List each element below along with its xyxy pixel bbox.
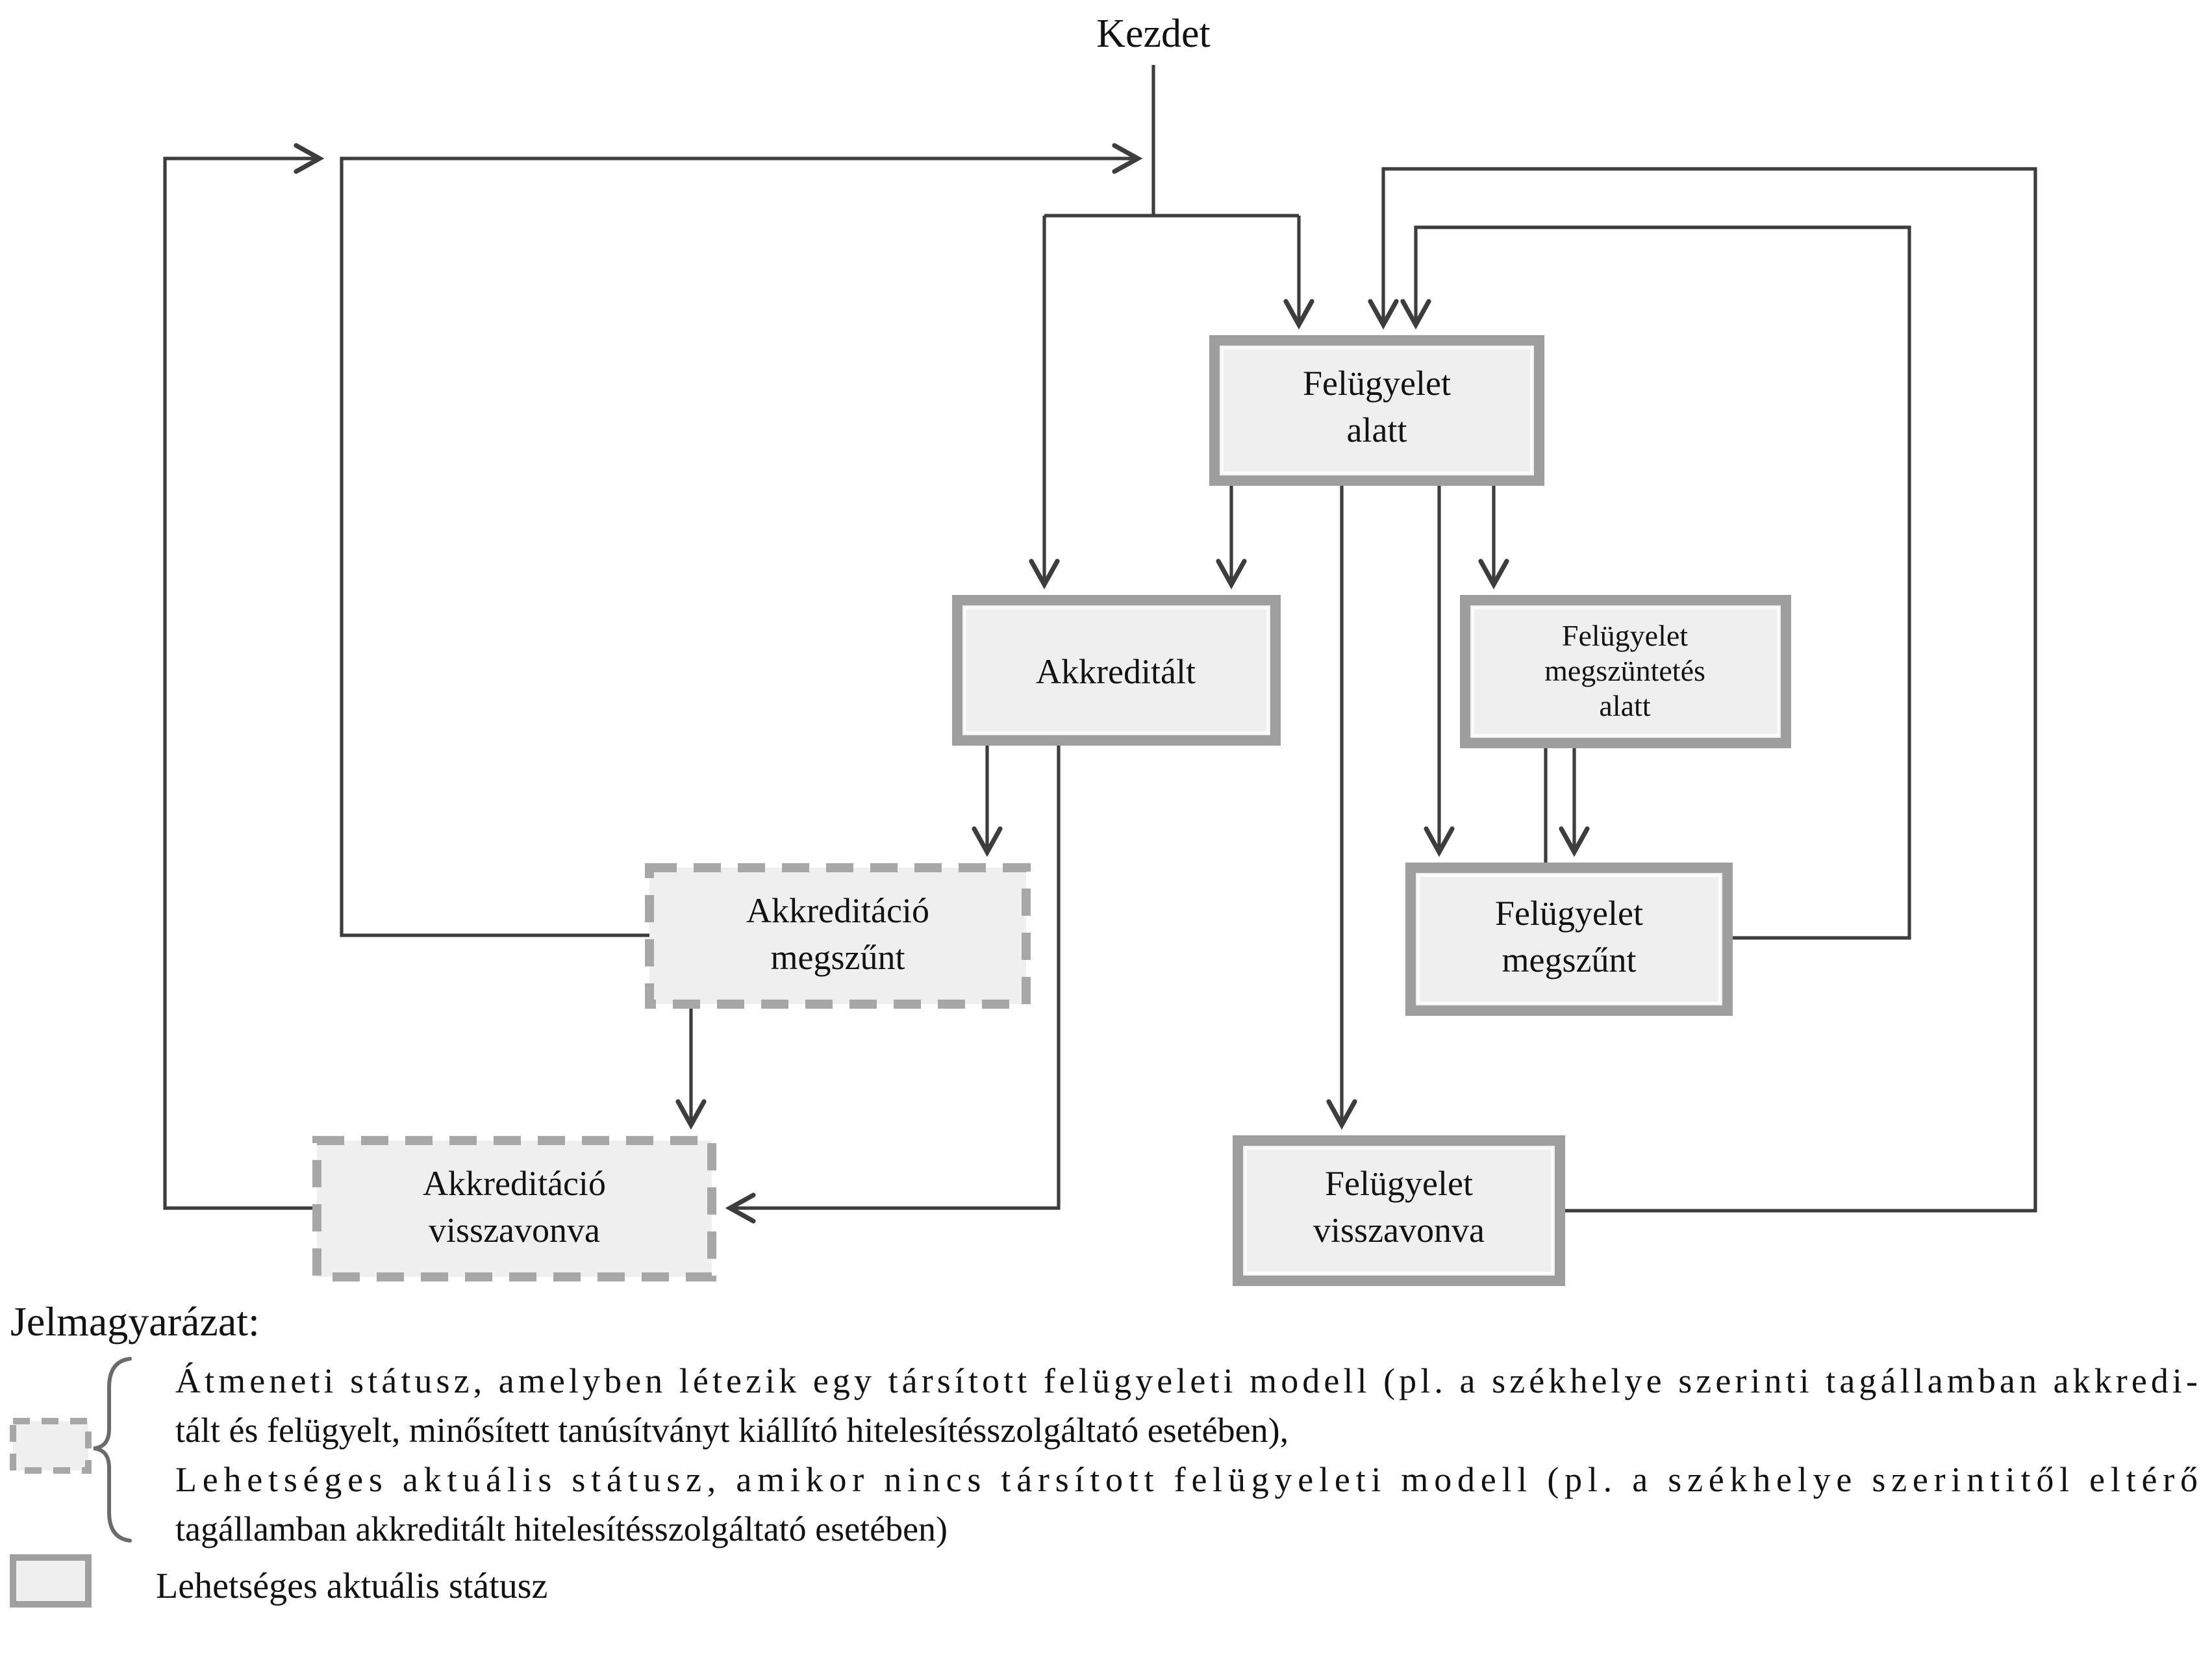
node-felugyelet-megszuntetes-alatt [1465, 600, 1786, 743]
node-felugyelet-visszavonva-label: visszavonva [1313, 1211, 1485, 1250]
node-felugyelet-megszuntetes-alatt-label: alatt [1599, 689, 1651, 722]
node-felugyelet-megszunt-label: megszűnt [1502, 940, 1637, 979]
node-felugyelet-megszuntetes-alatt-label: Felügyelet [1561, 619, 1689, 652]
edge-felugyelet-megszunt-loop-to-felugyelet-alatt [1416, 227, 1909, 938]
legend-solid-box-icon [13, 1558, 88, 1604]
node-felugyelet-alatt [1214, 340, 1539, 481]
legend [10, 1298, 2198, 1606]
node-felugyelet-megszunt-box [1411, 868, 1728, 1011]
node-akkreditacio-visszavonva [317, 1141, 712, 1277]
node-felugyelet-alatt-label: Felügyelet [1303, 364, 1451, 403]
legend-transitional-line: Lehetséges aktuális státusz, amikor nincs társított felügyeleti modell (pl. a székhelye szerintitől eltérő [175, 1460, 2198, 1499]
legend-dashed-box-icon [13, 1421, 88, 1470]
legend-transitional-line: tagállamban akkreditált hitelesítésszolgáltató esetében) [175, 1509, 948, 1548]
start-label: Kezdet [1096, 12, 1211, 56]
node-akkreditalt [957, 600, 1276, 740]
node-felugyelet-megszuntetes-alatt-label: megszüntetés [1544, 654, 1705, 687]
node-akkreditacio-visszavonva-box [317, 1141, 712, 1277]
legend-brace-icon [94, 1359, 130, 1541]
node-akkreditacio-visszavonva-label: Akkreditáció [423, 1164, 606, 1203]
node-akkreditacio-megszunt-label: megszűnt [770, 938, 905, 977]
node-akkreditalt-label: Akkreditált [1036, 652, 1196, 691]
legend-transitional-line: tált és felügyelt, minősített tanúsítványt kiállító hitelesítésszolgáltató esetében), [175, 1411, 1289, 1450]
node-akkreditacio-megszunt-box [649, 868, 1026, 1004]
node-akkreditacio-megszunt [649, 868, 1026, 1004]
legend-transitional-line: Átmeneti státusz, amelyben létezik egy társított felügyeleti modell (pl. a székhelye szerinti tagállamban akkredi- [175, 1361, 2198, 1400]
node-akkreditacio-visszavonva-label: visszavonva [429, 1211, 600, 1250]
node-felugyelet-visszavonva [1238, 1141, 1560, 1281]
legend-heading: Jelmagyarázat: [10, 1298, 260, 1344]
node-akkreditacio-megszunt-label: Akkreditáció [746, 891, 929, 930]
edge-akkreditacio-visszavonva-return-to-start [165, 158, 320, 1208]
node-felugyelet-visszavonva-label: Felügyelet [1325, 1164, 1473, 1203]
node-felugyelet-alatt-label: alatt [1346, 410, 1407, 449]
legend-current-status-label: Lehetséges aktuális státusz [156, 1566, 548, 1606]
node-felugyelet-megszunt [1411, 868, 1728, 1011]
node-felugyelet-megszunt-label: Felügyelet [1495, 894, 1643, 933]
edge-akkreditacio-megszunt-return-to-start [342, 158, 1138, 935]
